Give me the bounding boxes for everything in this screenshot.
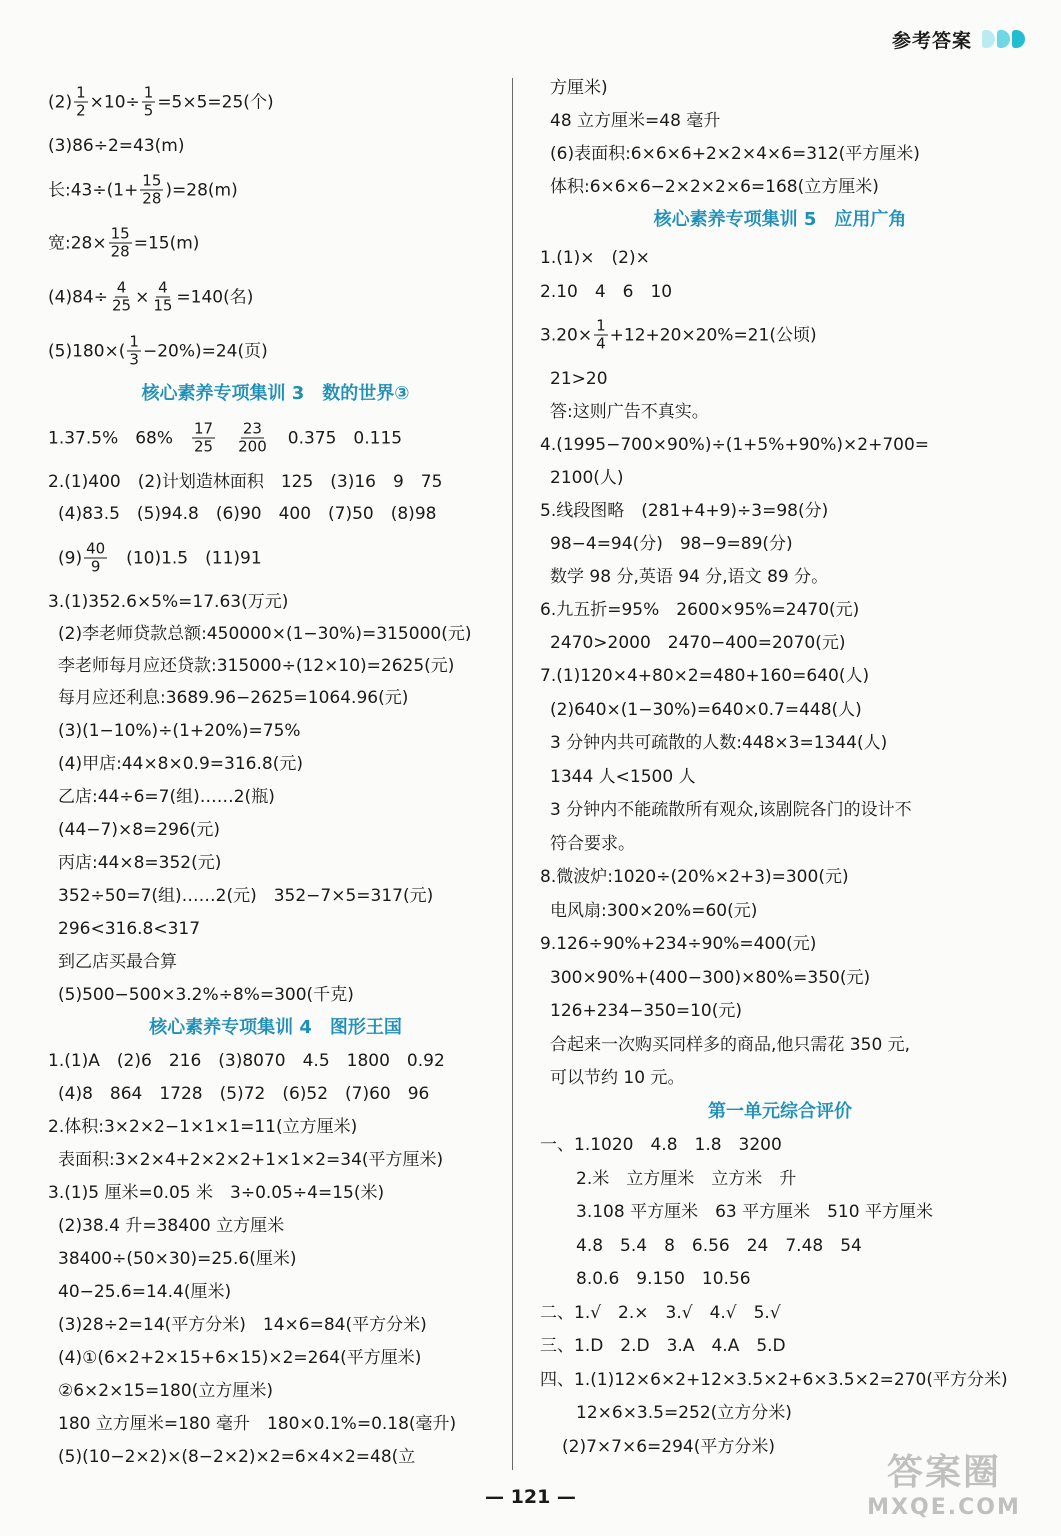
answer-line xyxy=(48,135,184,157)
fraction-numerator: 23 xyxy=(242,419,262,438)
fraction xyxy=(594,318,608,353)
answer-text: (4)83.5 (5)94.8 (6)90 400 (7)50 (8)98 xyxy=(58,504,437,524)
answer-line xyxy=(58,1149,443,1171)
answer-line xyxy=(540,500,828,522)
section-heading xyxy=(540,1101,1020,1123)
fraction-numerator: 17 xyxy=(194,419,214,438)
section-heading xyxy=(48,1017,503,1039)
answer-text: (2) xyxy=(48,92,73,112)
answer-line xyxy=(48,471,442,493)
answer-text: =15(m) xyxy=(133,233,200,253)
answer-text: 三、1.D 2.D 3.A 4.A 5.D xyxy=(540,1336,786,1356)
answer-line xyxy=(48,226,199,261)
answer-line xyxy=(562,1436,775,1458)
answer-text: (2)640×(1−30%)=640×0.7=448(人) xyxy=(550,700,862,720)
answer-text: 5.线段图略 (281+4+9)÷3=98(分) xyxy=(540,501,829,521)
page-header xyxy=(892,18,1025,60)
answer-line xyxy=(540,599,859,621)
fraction-numerator: 4 xyxy=(158,278,168,297)
answer-text: 核心素养专项集训 4 图形王国 xyxy=(149,1017,402,1038)
fraction-denominator: 25 xyxy=(194,437,214,456)
answer-line xyxy=(48,1182,384,1204)
answer-line xyxy=(58,885,433,907)
answer-text: 第一单元综合评价 xyxy=(708,1101,852,1122)
answer-text: 12×6×3.5=252(立方分米) xyxy=(576,1403,792,1423)
answer-text: (2)李老师贷款总额:450000×(1−30%)=315000(元) xyxy=(58,624,472,644)
answer-text: 2.(1)400 (2)计划造林面积 125 (3)16 9 75 xyxy=(48,472,443,492)
fraction-denominator: 4 xyxy=(596,334,606,353)
answer-text: 3 分钟内不能疏散所有观众,该剧院各门的设计不 xyxy=(550,800,912,820)
answer-line xyxy=(540,247,650,269)
answer-line xyxy=(540,1369,1008,1391)
fraction xyxy=(236,421,269,456)
fraction xyxy=(142,85,156,120)
answer-line xyxy=(550,766,696,788)
fraction-numerator: 1 xyxy=(76,83,86,102)
answer-line xyxy=(550,566,828,588)
answer-text: 1.(1)× (2)× xyxy=(540,248,650,268)
answer-text: 2470>2000 2470−400=2070(元) xyxy=(550,633,846,653)
answer-text: 每月应还利息:3689.96−2625=1064.96(元) xyxy=(58,688,409,708)
answer-line xyxy=(58,1314,427,1336)
answer-text: 1.37.5% 68% xyxy=(48,428,191,448)
answer-text: 7.(1)120×4+80×2=480+160=640(人) xyxy=(540,666,870,686)
chevron-decoration-icon xyxy=(980,30,1025,48)
answer-text: 1.(1)A (2)6 216 (3)8070 4.5 1800 0.92 xyxy=(48,1051,445,1071)
answer-text: (4)①(6×2+2×15+6×15)×2=264(平方厘米) xyxy=(58,1348,422,1368)
answer-text: 长:43÷(1+ xyxy=(48,180,139,200)
answer-line xyxy=(550,900,757,922)
answer-line xyxy=(550,1034,910,1056)
answer-text: 2.体积:3×2×2−1×1×1=11(立方厘米) xyxy=(48,1117,358,1137)
answer-text: 可以节约 10 元。 xyxy=(550,1068,685,1088)
answer-line xyxy=(550,77,608,99)
answer-text: 3.(1)352.6×5%=17.63(万元) xyxy=(48,592,289,612)
fraction-numerator: 15 xyxy=(110,224,130,243)
answer-text: (4)甲店:44×8×0.9=316.8(元) xyxy=(58,754,303,774)
answer-text: 表面积:3×2×4+2×2×2+1×1×2=34(平方厘米) xyxy=(58,1150,444,1170)
fraction xyxy=(192,421,215,456)
fraction-numerator: 15 xyxy=(142,171,162,190)
answer-line xyxy=(48,280,253,315)
answer-text: 李老师每月应还贷款:315000÷(12×10)=2625(元) xyxy=(58,656,455,676)
answer-text: (2)38.4 升=38400 立方厘米 xyxy=(58,1216,285,1236)
answer-text: (5)(10−2×2)×(8−2×2)×2=6×4×2=48(立 xyxy=(58,1447,416,1467)
answer-line xyxy=(58,852,221,874)
answer-line xyxy=(58,984,354,1006)
answer-text: 3.20× xyxy=(540,325,593,345)
answer-text: 3.108 平方厘米 63 平方厘米 510 平方厘米 xyxy=(576,1202,933,1222)
fraction xyxy=(84,541,107,576)
watermark-logo: 答案圈 MXQE.COM xyxy=(867,1451,1021,1520)
answer-line xyxy=(550,967,870,989)
answer-text: 答:这则广告不真实。 xyxy=(550,402,709,422)
fraction xyxy=(127,334,141,369)
answer-text: 核心素养专项集训 3 数的世界③ xyxy=(141,383,410,404)
answer-line xyxy=(58,951,177,973)
answer-line xyxy=(48,421,402,456)
answer-text: =140(名) xyxy=(176,287,254,307)
answer-text: =5×5=25(个) xyxy=(157,92,274,112)
fraction-numerator: 1 xyxy=(596,316,606,335)
answer-text: 9.126÷90%+234÷90%=400(元) xyxy=(540,934,817,954)
answer-line xyxy=(540,1134,782,1156)
answer-line xyxy=(550,143,920,165)
answer-text: 4.8 5.4 8 6.56 24 7.48 54 xyxy=(576,1236,862,1256)
answer-line xyxy=(550,833,635,855)
answer-text: 二、1.√ 2.× 3.√ 4.√ 5.√ xyxy=(540,1303,781,1323)
answer-line xyxy=(550,110,720,132)
answer-text: )=28(m) xyxy=(165,180,238,200)
answer-line xyxy=(48,334,268,369)
answer-text: (9) xyxy=(58,548,83,568)
answer-line xyxy=(58,687,408,709)
answer-text: 40−25.6=14.4(厘米) xyxy=(58,1282,232,1302)
answer-line xyxy=(550,1067,684,1089)
header-title: 参考答案 xyxy=(891,29,972,52)
answer-line xyxy=(550,401,709,423)
answer-text: (2)7×7×6=294(平方分米) xyxy=(562,1437,775,1457)
answer-text: 48 立方厘米=48 毫升 xyxy=(550,111,721,131)
answer-text: 296<316.8<317 xyxy=(58,919,201,939)
fraction-numerator: 4 xyxy=(116,278,127,297)
fraction-denominator: 9 xyxy=(90,557,101,576)
answer-line xyxy=(540,318,817,353)
answer-text: (3)28÷2=14(平方分米) 14×6=84(平方分米) xyxy=(58,1315,427,1335)
answer-line xyxy=(48,1050,445,1072)
answer-line xyxy=(58,541,262,576)
fraction xyxy=(140,173,163,208)
answer-text: 2.米 立方厘米 立方米 升 xyxy=(576,1169,797,1189)
answer-text: × xyxy=(135,287,150,307)
answer-text: 核心素养专项集训 5 应用广角 xyxy=(653,209,907,230)
fraction-denominator: 5 xyxy=(143,101,154,120)
answer-text: 180 立方厘米=180 毫升 180×0.1%=0.18(毫升) xyxy=(58,1414,457,1434)
answer-line xyxy=(540,933,816,955)
answer-text: (6)表面积:6×6×6+2×2×4×6=312(平方厘米) xyxy=(550,144,920,164)
answer-line xyxy=(58,623,471,645)
answer-text: 宽:28× xyxy=(48,233,107,253)
fraction-denominator: 200 xyxy=(238,437,267,456)
fraction-denominator: 2 xyxy=(76,101,86,120)
answer-text: (10)1.5 (11)91 xyxy=(109,548,262,568)
answer-line xyxy=(550,699,862,721)
answer-line xyxy=(58,503,436,525)
column-divider xyxy=(512,78,513,1470)
answer-line xyxy=(576,1268,751,1290)
answer-text: 丙店:44×8=352(元) xyxy=(58,853,222,873)
answer-text: (5)180×( xyxy=(48,341,126,361)
answer-line xyxy=(48,173,238,208)
answer-text: 352÷50=7(组)……2(元) 352−7×5=317(元) xyxy=(58,886,434,906)
answer-line xyxy=(550,368,608,390)
answer-text xyxy=(217,427,234,449)
answer-line xyxy=(48,591,288,613)
answer-line xyxy=(550,1000,742,1022)
answer-text: 合起来一次购买同样多的商品,他只需花 350 元, xyxy=(550,1035,911,1055)
answer-line xyxy=(58,1215,284,1237)
fraction-denominator: 28 xyxy=(142,189,162,208)
answer-line xyxy=(48,85,274,120)
answer-text: (44−7)×8=296(元) xyxy=(58,820,220,840)
answer-text: 4.(1995−700×90%)÷(1+5%+90%)×2+700= xyxy=(540,435,930,455)
answer-text: (4)84÷ xyxy=(48,287,108,307)
answer-text: (3)86÷2=43(m) xyxy=(48,136,185,156)
fraction-denominator: 15 xyxy=(153,296,173,315)
answer-text: +12+20×20%=21(公顷) xyxy=(609,325,817,345)
answer-line xyxy=(550,533,793,555)
answer-line xyxy=(58,720,301,742)
answer-text: 体积:6×6×6−2×2×2×6=168(立方厘米) xyxy=(550,177,879,197)
answer-line xyxy=(540,866,849,888)
answer-text: 3.(1)5 厘米=0.05 米 3÷0.05÷4=15(米) xyxy=(48,1183,385,1203)
answer-line xyxy=(58,1347,421,1369)
answer-text: ②6×2×15=180(立方厘米) xyxy=(58,1381,273,1401)
answer-line xyxy=(58,655,454,677)
answer-line xyxy=(58,1413,456,1435)
answer-text: 2100(人) xyxy=(550,468,624,488)
answer-text: 数学 98 分,英语 94 分,语文 89 分。 xyxy=(550,567,829,587)
answer-text: 电风扇:300×20%=60(元) xyxy=(550,901,758,921)
answer-line xyxy=(550,799,912,821)
fraction xyxy=(74,85,88,120)
answer-line xyxy=(540,665,869,687)
answer-line xyxy=(576,1402,792,1424)
answer-text: 0.375 0.115 xyxy=(270,428,403,448)
answer-text: ×10÷ xyxy=(89,92,140,112)
answer-text: 乙店:44÷6=7(组)……2(瓶) xyxy=(58,787,275,807)
answer-text: 3 分钟内共可疏散的人数:448×3=1344(人) xyxy=(550,733,888,753)
fraction-denominator: 3 xyxy=(129,350,139,369)
answer-text: 6.九五折=95% 2600×95%=2470(元) xyxy=(540,600,860,620)
answer-line xyxy=(58,1380,273,1402)
fraction xyxy=(151,280,174,315)
answer-text: 8.0.6 9.150 10.56 xyxy=(576,1269,751,1289)
answer-line xyxy=(58,1281,231,1303)
answer-text: 300×90%+(400−300)×80%=350(元) xyxy=(550,968,871,988)
answer-text: 1344 人<1500 人 xyxy=(550,767,696,787)
answer-line xyxy=(58,819,220,841)
answer-line xyxy=(48,1116,357,1138)
answer-text: 8.微波炉:1020÷(20%×2+3)=300(元) xyxy=(540,867,849,887)
page-number: — 121 — xyxy=(485,1486,576,1508)
answer-line xyxy=(550,632,846,654)
fraction-denominator: 25 xyxy=(111,296,132,315)
answer-text: 21>20 xyxy=(550,369,608,389)
answer-text: −20%)=24(页) xyxy=(142,341,268,361)
answer-line xyxy=(576,1168,796,1190)
answer-line xyxy=(58,1446,415,1468)
answer-text: 2.10 4 6 10 xyxy=(540,282,673,302)
answer-line xyxy=(58,918,200,940)
answer-text: 126+234−350=10(元) xyxy=(550,1001,742,1021)
answer-text: 四、1.(1)12×6×2+12×3.5×2+6×3.5×2=270(平方分米) xyxy=(540,1370,1008,1390)
section-heading xyxy=(48,383,503,405)
fraction-numerator: 1 xyxy=(143,83,154,102)
answer-line xyxy=(540,1302,781,1324)
answer-line xyxy=(540,434,929,456)
answer-text: 方厘米) xyxy=(550,78,608,98)
answer-line xyxy=(540,1335,786,1357)
answer-line xyxy=(550,732,887,754)
fraction-denominator: 28 xyxy=(110,242,130,261)
answer-text: 符合要求。 xyxy=(550,834,635,854)
answer-line xyxy=(58,1083,429,1105)
fraction xyxy=(110,280,133,315)
fraction-numerator: 40 xyxy=(86,539,106,558)
answer-text: (3)(1−10%)÷(1+20%)=75% xyxy=(58,721,301,741)
answer-line xyxy=(58,753,303,775)
answer-text: 38400÷(50×30)=25.6(厘米) xyxy=(58,1249,297,1269)
answer-text: 到乙店买最合算 xyxy=(58,952,177,972)
answer-line xyxy=(58,786,275,808)
answer-text: 98−4=94(分) 98−9=89(分) xyxy=(550,534,793,554)
fraction xyxy=(109,226,132,261)
answer-line xyxy=(550,176,879,198)
answer-text: (5)500−500×3.2%÷8%=300(千克) xyxy=(58,985,354,1005)
answer-line xyxy=(58,1248,296,1270)
answer-line xyxy=(576,1201,933,1223)
answer-line xyxy=(550,467,624,489)
fraction-numerator: 1 xyxy=(129,332,139,351)
answer-text: 一、1.1020 4.8 1.8 3200 xyxy=(540,1135,782,1155)
answer-line xyxy=(576,1235,862,1257)
section-heading xyxy=(540,209,1020,231)
answer-line xyxy=(540,281,672,303)
answer-text: (4)8 864 1728 (5)72 (6)52 (7)60 96 xyxy=(58,1084,430,1104)
